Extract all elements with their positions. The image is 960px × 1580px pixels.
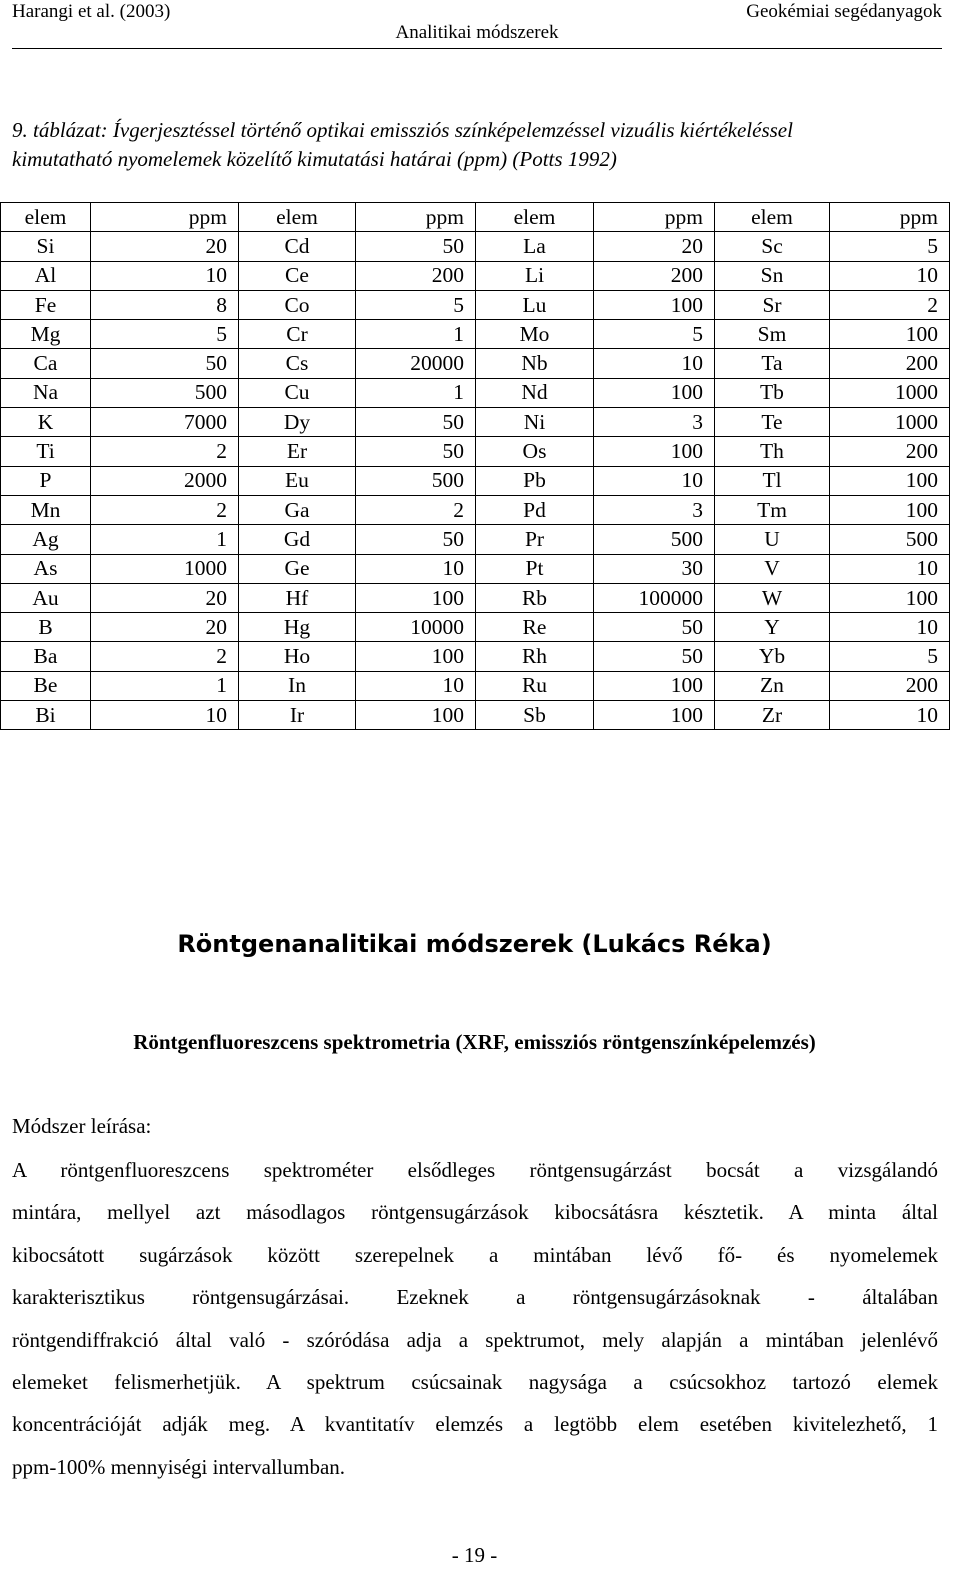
ppm-cell: 100 bbox=[830, 495, 950, 524]
element-cell: Ni bbox=[476, 408, 594, 437]
header-book-title: Geokémiai segédanyagok bbox=[746, 1, 942, 22]
body-line: elemeket felismerhetjük. A spektrum csúcsainak nagysága a csúcsokhoz tartozó elemek bbox=[12, 1370, 938, 1395]
element-cell: Sb bbox=[476, 701, 594, 730]
ppm-cell: 50 bbox=[594, 642, 715, 671]
table-row bbox=[1, 437, 950, 466]
element-cell: Zn bbox=[715, 671, 830, 700]
element-cell: Tb bbox=[715, 378, 830, 407]
ppm-cell: 500 bbox=[830, 525, 950, 554]
body-line: ppm-100% mennyiségi intervallumban. bbox=[12, 1454, 346, 1479]
ppm-cell: 20 bbox=[91, 583, 239, 612]
element-cell: Cs bbox=[239, 349, 356, 378]
table-row bbox=[1, 583, 950, 612]
ppm-cell: 500 bbox=[356, 466, 476, 495]
body-paragraph bbox=[12, 1149, 938, 1488]
table-row bbox=[1, 671, 950, 700]
ppm-cell: 3 bbox=[594, 408, 715, 437]
element-cell: Pt bbox=[476, 554, 594, 583]
ppm-cell: 2 bbox=[830, 290, 950, 319]
element-cell: W bbox=[715, 583, 830, 612]
element-cell: Th bbox=[715, 437, 830, 466]
element-cell: Eu bbox=[239, 466, 356, 495]
element-cell: Mn bbox=[1, 495, 91, 524]
element-cell: elem bbox=[1, 203, 91, 232]
caption-line: kimutatható nyomelemek közelítő kimutatási határai (ppm) (Potts 1992) bbox=[12, 147, 617, 171]
element-cell: Hg bbox=[239, 613, 356, 642]
ppm-cell: 5 bbox=[830, 232, 950, 261]
element-cell: Cu bbox=[239, 378, 356, 407]
table-row bbox=[1, 290, 950, 319]
element-cell: Er bbox=[239, 437, 356, 466]
ppm-cell: 5 bbox=[91, 320, 239, 349]
element-cell: Ce bbox=[239, 261, 356, 290]
ppm-cell: ppm bbox=[594, 203, 715, 232]
element-cell: Cd bbox=[239, 232, 356, 261]
caption-line: 9. táblázat: Ívgerjesztéssel történő optikai emissziós színképelemzéssel vizuális kiértékeléssel bbox=[12, 118, 793, 142]
element-cell: K bbox=[1, 408, 91, 437]
table-body bbox=[1, 203, 950, 730]
ppm-cell: ppm bbox=[91, 203, 239, 232]
element-cell: Ti bbox=[1, 437, 91, 466]
ppm-cell: 100 bbox=[594, 437, 715, 466]
ppm-cell: 1000 bbox=[830, 408, 950, 437]
ppm-cell: 100 bbox=[594, 290, 715, 319]
method-description-label: Módszer leírása: bbox=[12, 1114, 152, 1138]
body-line: A röntgenfluoreszcens spektrométer elsődleges röntgensugárzást bocsát a vizsgálandó bbox=[12, 1158, 938, 1182]
table-row bbox=[1, 466, 950, 495]
body-line: koncentrációját adják meg. A kvantitatív elemzés a legtöbb elem esetében kivitelezhető, 1 bbox=[12, 1412, 938, 1437]
element-cell: Ga bbox=[239, 495, 356, 524]
element-cell: Pd bbox=[476, 495, 594, 524]
element-cell: Lu bbox=[476, 290, 594, 319]
element-cell: Te bbox=[715, 408, 830, 437]
ppm-cell: 100 bbox=[356, 583, 476, 612]
element-cell: Rb bbox=[476, 583, 594, 612]
element-cell: elem bbox=[715, 203, 830, 232]
element-cell: Tl bbox=[715, 466, 830, 495]
element-cell: Fe bbox=[1, 290, 91, 319]
ppm-cell: 20 bbox=[594, 232, 715, 261]
ppm-cell: 100 bbox=[356, 642, 476, 671]
element-cell: Zr bbox=[715, 701, 830, 730]
ppm-cell: 50 bbox=[594, 613, 715, 642]
section-title: Röntgenanalitikai módszerek (Lukács Réka) bbox=[177, 930, 772, 958]
ppm-cell: 1 bbox=[356, 378, 476, 407]
element-cell: Ca bbox=[1, 349, 91, 378]
element-cell: B bbox=[1, 613, 91, 642]
element-cell: Nb bbox=[476, 349, 594, 378]
ppm-cell: 10 bbox=[356, 671, 476, 700]
ppm-cell: 100 bbox=[830, 320, 950, 349]
page-number: - 19 - bbox=[451, 1543, 498, 1567]
element-cell: Sm bbox=[715, 320, 830, 349]
header-chapter: Analitikai módszerek bbox=[395, 22, 559, 43]
ppm-cell: 100 bbox=[830, 583, 950, 612]
table-row bbox=[1, 613, 950, 642]
ppm-cell: 200 bbox=[830, 437, 950, 466]
element-cell: Dy bbox=[239, 408, 356, 437]
detection-limits-table bbox=[0, 202, 950, 730]
element-cell: Mg bbox=[1, 320, 91, 349]
element-cell: Ru bbox=[476, 671, 594, 700]
element-cell: Tm bbox=[715, 495, 830, 524]
ppm-cell: 5 bbox=[594, 320, 715, 349]
element-cell: Yb bbox=[715, 642, 830, 671]
element-cell: Sr bbox=[715, 290, 830, 319]
ppm-cell: 30 bbox=[594, 554, 715, 583]
ppm-cell: 200 bbox=[356, 261, 476, 290]
table-row bbox=[1, 495, 950, 524]
element-cell: Cr bbox=[239, 320, 356, 349]
element-cell: Si bbox=[1, 232, 91, 261]
element-cell: Ho bbox=[239, 642, 356, 671]
element-cell: Ge bbox=[239, 554, 356, 583]
ppm-cell: 100 bbox=[356, 701, 476, 730]
ppm-cell: 20 bbox=[91, 232, 239, 261]
ppm-cell: 10 bbox=[91, 261, 239, 290]
ppm-cell: 2 bbox=[356, 495, 476, 524]
ppm-cell: 100 bbox=[594, 701, 715, 730]
ppm-cell: 5 bbox=[356, 290, 476, 319]
element-cell: Au bbox=[1, 583, 91, 612]
element-cell: elem bbox=[476, 203, 594, 232]
element-cell: Ba bbox=[1, 642, 91, 671]
ppm-cell: 10000 bbox=[356, 613, 476, 642]
ppm-cell: 10 bbox=[594, 466, 715, 495]
element-cell: P bbox=[1, 466, 91, 495]
table-row bbox=[1, 378, 950, 407]
ppm-cell: 1 bbox=[91, 525, 239, 554]
element-cell: Hf bbox=[239, 583, 356, 612]
ppm-cell: 50 bbox=[356, 232, 476, 261]
element-cell: Pr bbox=[476, 525, 594, 554]
ppm-cell: 50 bbox=[356, 525, 476, 554]
ppm-cell: 10 bbox=[830, 261, 950, 290]
ppm-cell: ppm bbox=[830, 203, 950, 232]
element-cell: Pb bbox=[476, 466, 594, 495]
element-cell: Na bbox=[1, 378, 91, 407]
ppm-cell: 10 bbox=[91, 701, 239, 730]
element-cell: Sn bbox=[715, 261, 830, 290]
element-cell: Al bbox=[1, 261, 91, 290]
element-cell: Li bbox=[476, 261, 594, 290]
ppm-cell: 8 bbox=[91, 290, 239, 319]
ppm-cell: 1 bbox=[356, 320, 476, 349]
table-row bbox=[1, 408, 950, 437]
table-row bbox=[1, 554, 950, 583]
element-cell: Bi bbox=[1, 701, 91, 730]
element-cell: Gd bbox=[239, 525, 356, 554]
ppm-cell: 20 bbox=[91, 613, 239, 642]
ppm-cell: 100 bbox=[594, 671, 715, 700]
body-line: karakterisztikus röntgensugárzásai. Ezeknek a röntgensugárzásoknak - általában bbox=[12, 1285, 938, 1310]
ppm-cell: 2 bbox=[91, 642, 239, 671]
body-line: mintára, mellyel azt másodlagos röntgensugárzások kibocsátásra késztetik. A minta által bbox=[12, 1200, 938, 1225]
ppm-cell: 50 bbox=[91, 349, 239, 378]
ppm-cell: 7000 bbox=[91, 408, 239, 437]
element-cell: Os bbox=[476, 437, 594, 466]
ppm-cell: 1000 bbox=[830, 378, 950, 407]
element-cell: Rh bbox=[476, 642, 594, 671]
table-row bbox=[1, 525, 950, 554]
ppm-cell: 2 bbox=[91, 437, 239, 466]
ppm-cell: 200 bbox=[830, 671, 950, 700]
table-row bbox=[1, 203, 950, 232]
body-line: kibocsátott sugárzások között szerepelnek a mintában lévő fő- és nyomelemek bbox=[12, 1242, 938, 1267]
table-row bbox=[1, 701, 950, 730]
ppm-cell: 10 bbox=[830, 554, 950, 583]
table-row bbox=[1, 232, 950, 261]
element-cell: Mo bbox=[476, 320, 594, 349]
ppm-cell: 5 bbox=[830, 642, 950, 671]
ppm-cell: 100000 bbox=[594, 583, 715, 612]
ppm-cell: 100 bbox=[594, 378, 715, 407]
ppm-cell: 3 bbox=[594, 495, 715, 524]
ppm-cell: 2000 bbox=[91, 466, 239, 495]
element-cell: Sc bbox=[715, 232, 830, 261]
element-cell: As bbox=[1, 554, 91, 583]
ppm-cell: 200 bbox=[594, 261, 715, 290]
element-cell: U bbox=[715, 525, 830, 554]
header-authors: Harangi et al. (2003) bbox=[12, 1, 171, 22]
element-cell: La bbox=[476, 232, 594, 261]
ppm-cell: 50 bbox=[356, 437, 476, 466]
subsection-title: Röntgenfluoreszcens spektrometria (XRF, emissziós röntgenszínképelemzés) bbox=[133, 1030, 816, 1054]
element-cell: V bbox=[715, 554, 830, 583]
element-cell: Ta bbox=[715, 349, 830, 378]
table-row bbox=[1, 349, 950, 378]
ppm-cell: 200 bbox=[830, 349, 950, 378]
element-cell: Re bbox=[476, 613, 594, 642]
ppm-cell: 10 bbox=[594, 349, 715, 378]
ppm-cell: 10 bbox=[830, 613, 950, 642]
table-row bbox=[1, 642, 950, 671]
ppm-cell: 100 bbox=[830, 466, 950, 495]
ppm-cell: 10 bbox=[830, 701, 950, 730]
element-cell: Ir bbox=[239, 701, 356, 730]
ppm-cell: 50 bbox=[356, 408, 476, 437]
ppm-cell: 10 bbox=[356, 554, 476, 583]
table-caption bbox=[12, 116, 942, 174]
table-row bbox=[1, 320, 950, 349]
element-cell: elem bbox=[239, 203, 356, 232]
element-cell: In bbox=[239, 671, 356, 700]
ppm-cell: 500 bbox=[594, 525, 715, 554]
element-cell: Ag bbox=[1, 525, 91, 554]
ppm-cell: 500 bbox=[91, 378, 239, 407]
element-cell: Nd bbox=[476, 378, 594, 407]
element-cell: Co bbox=[239, 290, 356, 319]
ppm-cell: 1000 bbox=[91, 554, 239, 583]
table-row bbox=[1, 261, 950, 290]
ppm-cell: 1 bbox=[91, 671, 239, 700]
element-cell: Y bbox=[715, 613, 830, 642]
ppm-cell: ppm bbox=[356, 203, 476, 232]
element-cell: Be bbox=[1, 671, 91, 700]
ppm-cell: 2 bbox=[91, 495, 239, 524]
ppm-cell: 20000 bbox=[356, 349, 476, 378]
body-line: röntgendiffrakció által való - szóródása adja a spektrumot, mely alapján a mintában jelenlévő bbox=[12, 1327, 938, 1352]
page-header bbox=[12, 0, 942, 49]
